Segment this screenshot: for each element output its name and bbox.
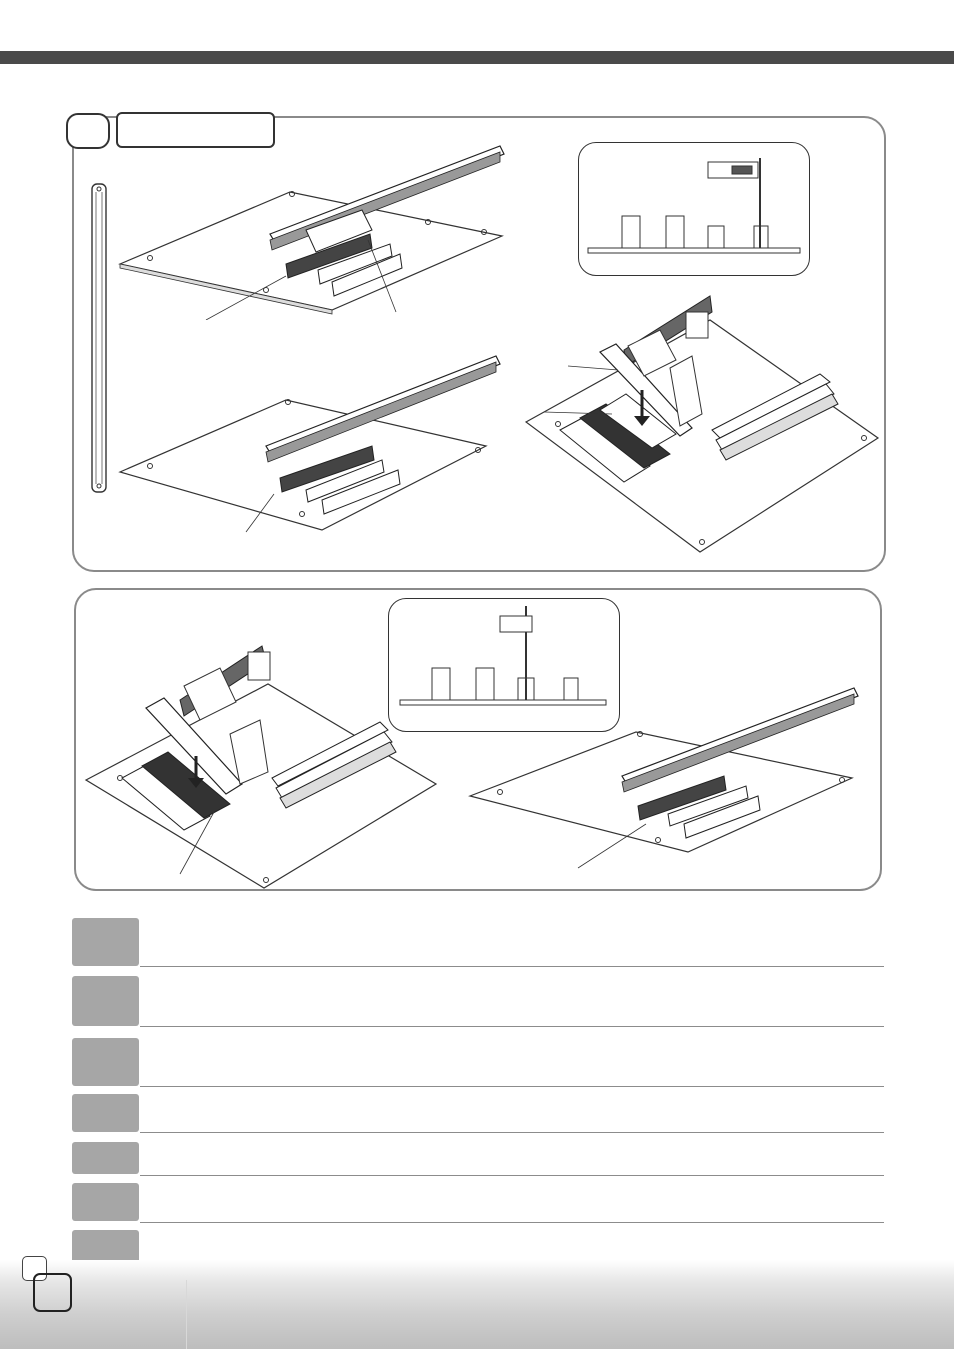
riser-bracket-drawing xyxy=(86,180,112,496)
motherboard-drawing-lower-left xyxy=(80,644,440,890)
divider xyxy=(140,1222,884,1223)
step-tab-1 xyxy=(72,918,139,966)
step-tab-3 xyxy=(72,1038,139,1086)
side-view-drawing-a xyxy=(582,150,806,270)
divider xyxy=(140,1132,884,1133)
step-tab-6 xyxy=(72,1183,139,1221)
step-tab-2 xyxy=(72,976,139,1026)
step-tab-5 xyxy=(72,1142,139,1174)
step-tab-4 xyxy=(72,1094,139,1132)
motherboard-drawing-bottom xyxy=(110,350,510,534)
header-bar xyxy=(0,51,954,64)
page-number-box xyxy=(33,1273,72,1312)
figure-a-step-tab xyxy=(66,113,110,149)
divider xyxy=(140,1086,884,1087)
motherboard-drawing-lower-right xyxy=(462,682,866,872)
footer-divider xyxy=(186,1280,187,1349)
motherboard-drawing-right xyxy=(520,290,882,554)
page-footer xyxy=(0,1260,954,1349)
divider xyxy=(140,1026,884,1027)
divider xyxy=(140,1175,884,1176)
motherboard-drawing-top xyxy=(110,140,510,320)
divider xyxy=(140,966,884,967)
